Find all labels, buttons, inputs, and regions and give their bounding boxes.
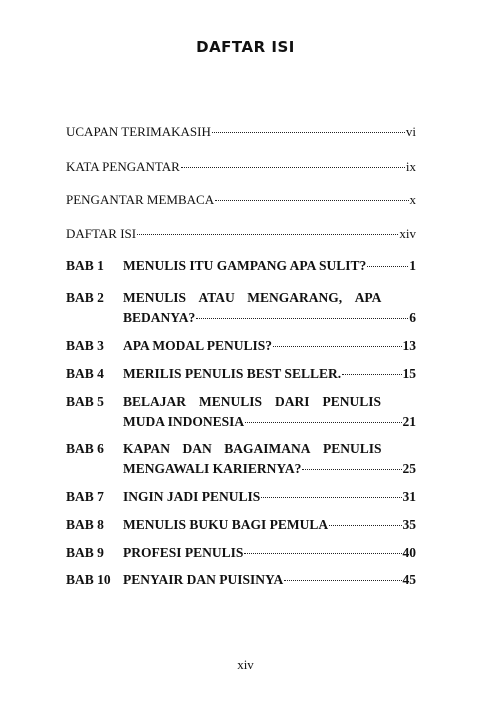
chapter-title: INGIN JADI PENULIS xyxy=(123,489,261,504)
chapter-page: 6 xyxy=(409,310,416,325)
toc-entry-kata-pengantar[interactable] xyxy=(66,159,416,175)
toc-entry-page: x xyxy=(409,192,416,207)
chapter-title-line-1 xyxy=(123,290,416,306)
chapter-number: BAB 4 xyxy=(66,366,104,381)
chapter-title-word: MENGARANG, xyxy=(247,290,343,305)
chapter-page: 31 xyxy=(402,489,416,504)
chapter-number: BAB 3 xyxy=(66,338,104,353)
chapter-title: PROFESI PENULIS xyxy=(123,545,244,560)
chapter-title-word: DARI xyxy=(275,394,310,409)
dot-leader xyxy=(245,422,401,423)
dot-leader xyxy=(212,132,405,133)
dot-leader xyxy=(181,167,405,168)
chapter-title-line-1 xyxy=(123,394,416,410)
chapter-page: 45 xyxy=(402,572,416,587)
chapter-number: BAB 7 xyxy=(66,489,104,504)
toc-entry-ucapan-terimakasih[interactable] xyxy=(66,124,416,140)
chapter-title: PENYAIR DAN PUISINYA xyxy=(123,572,284,587)
dot-leader xyxy=(215,200,408,201)
chapter-title: MENULIS BUKU BAGI PEMULA xyxy=(123,517,329,532)
dot-leader xyxy=(284,580,401,581)
toc-entry-page: xiv xyxy=(399,226,416,241)
chapter-number: BAB 5 xyxy=(66,394,104,409)
dot-leader xyxy=(342,374,401,375)
dot-leader xyxy=(244,553,401,554)
dot-leader xyxy=(329,525,401,526)
chapter-title: MERILIS PENULIS BEST SELLER. xyxy=(123,366,342,381)
chapter-page: 25 xyxy=(402,461,416,476)
chapter-title-line-2: MUDA INDONESIA xyxy=(123,414,245,429)
chapter-page: 15 xyxy=(402,366,416,381)
chapter-title-word: MENULIS xyxy=(123,290,187,305)
toc-entry-label: DAFTAR ISI xyxy=(66,226,137,241)
chapter-title-word: MENULIS xyxy=(199,394,263,409)
chapter-title-word: KAPAN xyxy=(123,441,170,456)
chapter-title-line-2: MENGAWALI KARIERNYA? xyxy=(123,461,302,476)
chapter-title-word: DAN xyxy=(182,441,212,456)
chapter-page: 1 xyxy=(409,258,416,273)
dot-leader xyxy=(137,234,398,235)
chapter-title-word: ATAU xyxy=(198,290,235,305)
page-number-footer: xiv xyxy=(237,657,254,672)
toc-entry-pengantar-membaca[interactable] xyxy=(66,192,416,208)
chapter-title-word: PENULIS xyxy=(322,394,382,409)
toc-entry-label: KATA PENGANTAR xyxy=(66,159,180,174)
dot-leader xyxy=(273,346,401,347)
chapter-page: 40 xyxy=(402,545,416,560)
chapter-page: 21 xyxy=(402,414,416,429)
chapter-title-word: BELAJAR xyxy=(123,394,187,409)
chapter-number: BAB 9 xyxy=(66,545,104,560)
chapter-page: 35 xyxy=(402,517,416,532)
chapter-page: 13 xyxy=(402,338,416,353)
dot-leader xyxy=(367,266,408,267)
toc-entry-page: ix xyxy=(405,159,416,174)
chapter-title: MENULIS ITU GAMPANG APA SULIT? xyxy=(123,258,367,273)
dot-leader xyxy=(196,318,408,319)
chapter-title: APA MODAL PENULIS? xyxy=(123,338,273,353)
chapter-title-word: BAGAIMANA xyxy=(224,441,311,456)
chapter-title-line-2: BEDANYA? xyxy=(123,310,196,325)
chapter-number: BAB 1 xyxy=(66,258,104,273)
toc-entry-page: vi xyxy=(405,124,416,139)
toc-entry-label: PENGANTAR MEMBACA xyxy=(66,192,215,207)
toc-entry-label: UCAPAN TERIMAKASIH xyxy=(66,124,211,139)
chapter-title-word: PENULIS xyxy=(322,441,382,456)
dot-leader xyxy=(261,497,401,498)
page-title: DAFTAR ISI xyxy=(196,38,295,56)
chapter-number: BAB 8 xyxy=(66,517,104,532)
dot-leader xyxy=(302,469,401,470)
chapter-number: BAB 6 xyxy=(66,441,104,456)
chapter-title-word: APA xyxy=(354,290,382,305)
chapter-title-line-1 xyxy=(123,441,416,457)
chapter-number: BAB 2 xyxy=(66,290,104,305)
toc-entry-daftar-isi[interactable] xyxy=(66,226,416,242)
chapter-number: BAB 10 xyxy=(66,572,111,587)
